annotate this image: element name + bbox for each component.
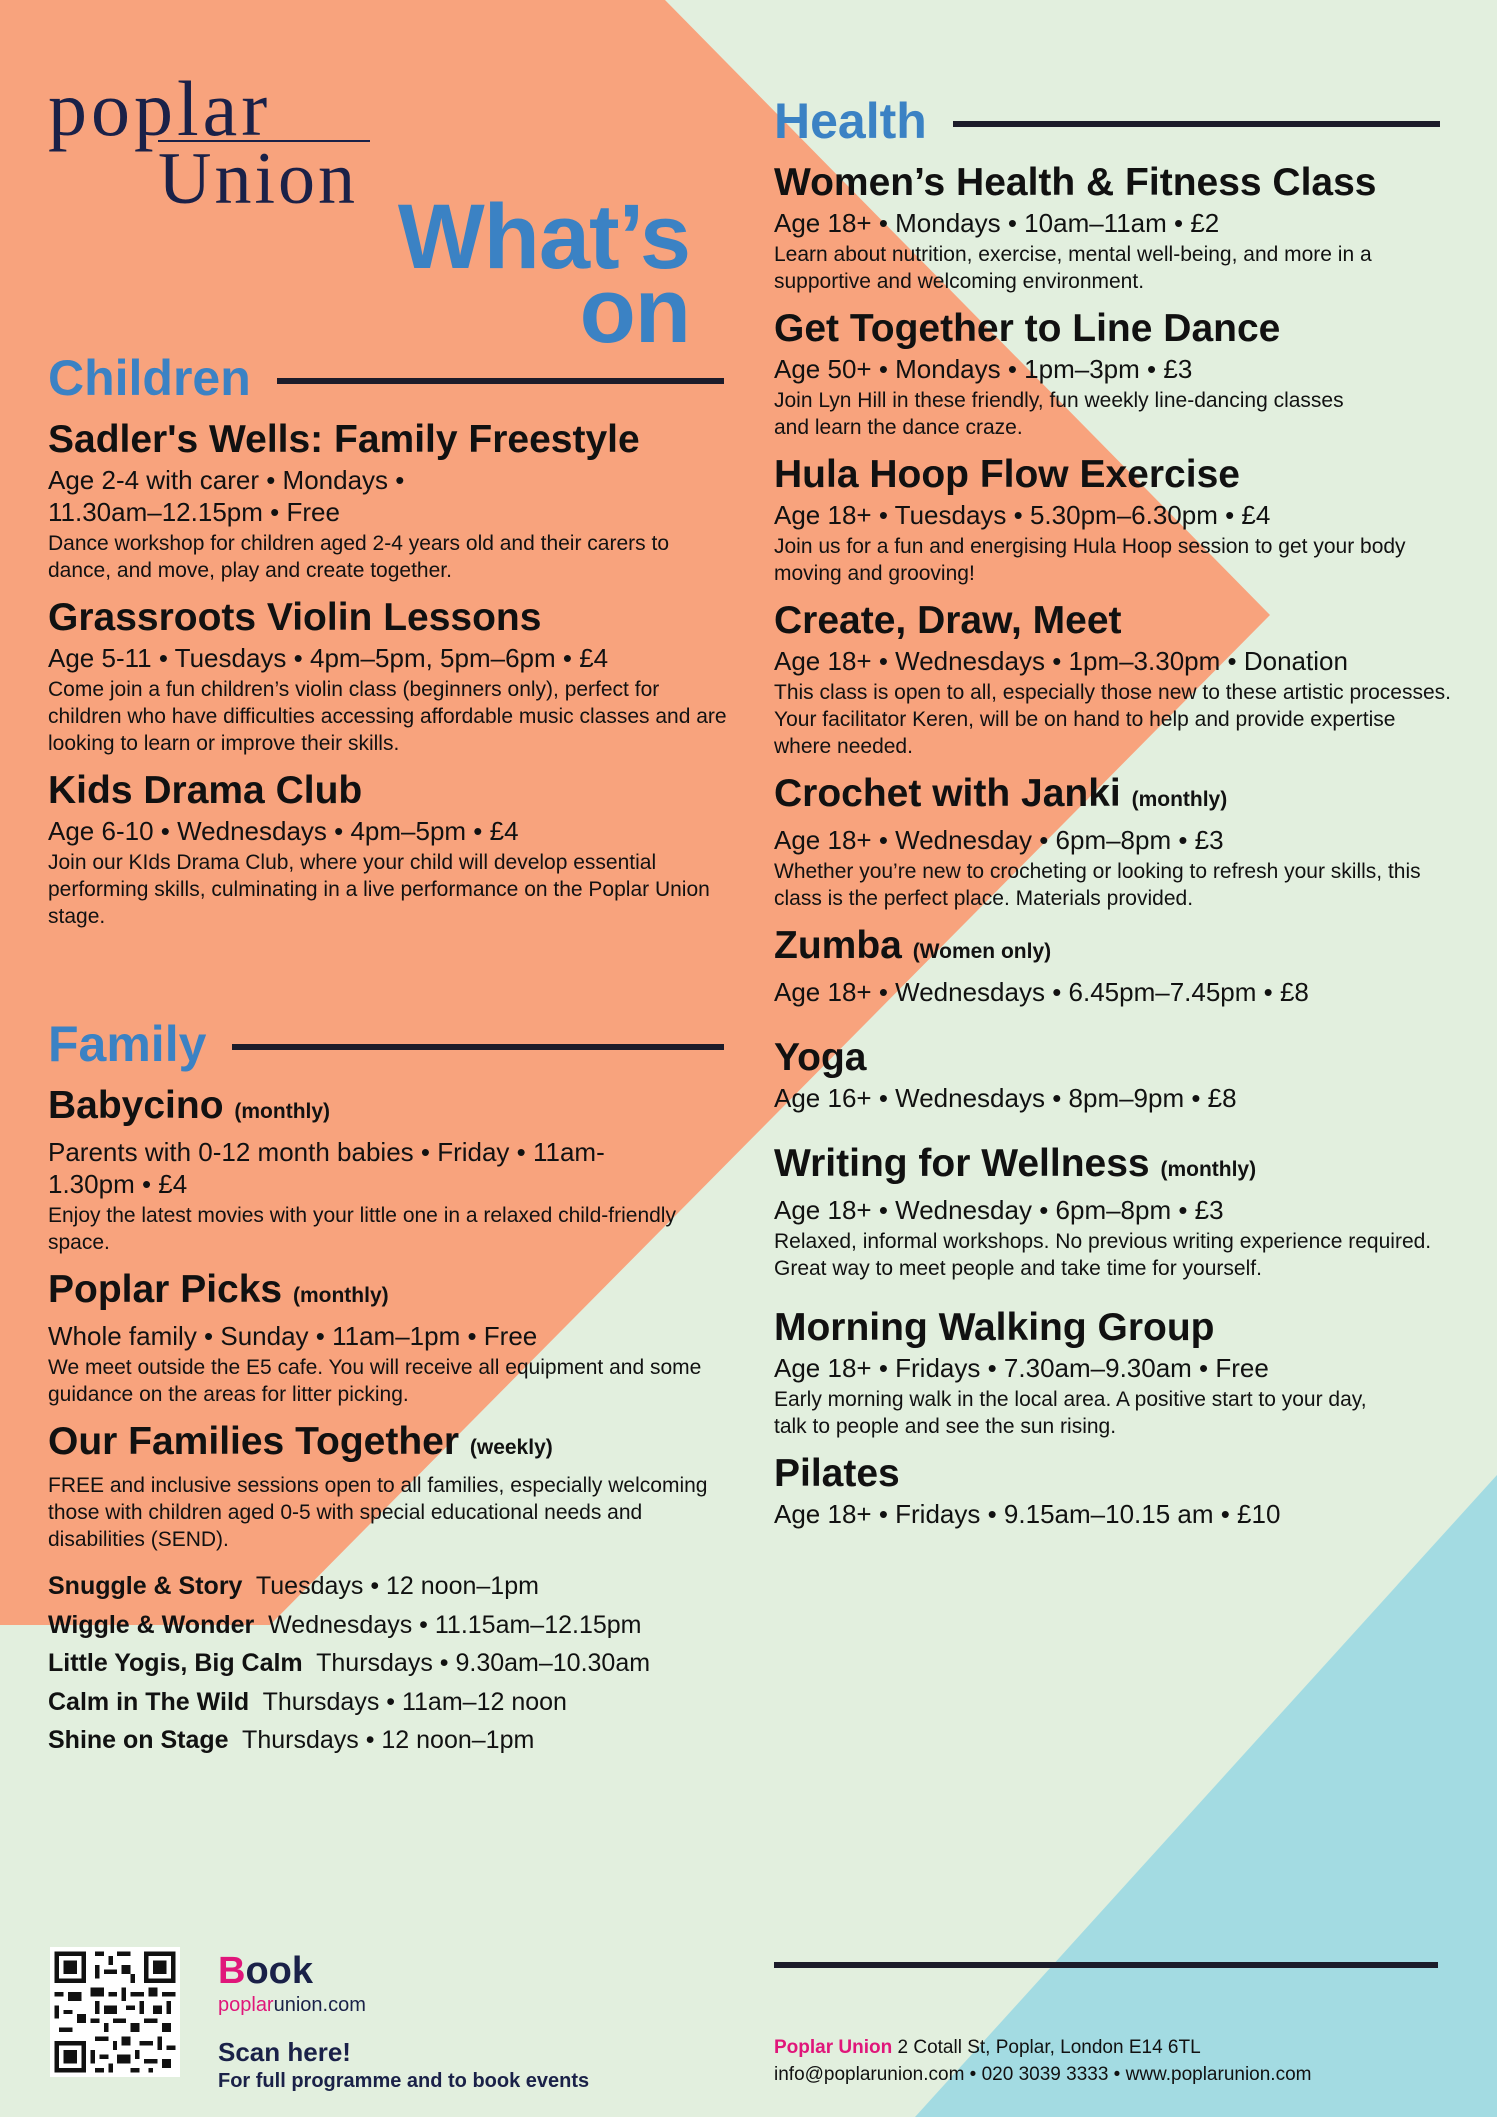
schedule-row: Snuggle & Story Tuesdays • 12 noon–1pm: [48, 1572, 539, 1600]
event-title: Grassroots Violin Lessons: [48, 596, 542, 639]
event-hula-hoop: [774, 453, 1464, 587]
event-meta: Age 5-11 • Tuesdays • 4pm–5pm, 5pm–6pm • £4: [48, 643, 609, 673]
event-desc: Dance workshop for children aged 2-4 years old and their carers to dance, and move, play and create together.: [48, 532, 669, 582]
event-babycino: [48, 1084, 724, 1256]
event-line-dance: [774, 307, 1464, 441]
health-heading-text: Health: [774, 93, 927, 149]
children-heading-text: Children: [48, 350, 251, 406]
book-url-link[interactable]: poplarunion.com: [218, 1994, 366, 2016]
event-title: Yoga: [774, 1036, 867, 1079]
whats-on-line2: on: [579, 260, 690, 362]
event-title: Hula Hoop Flow Exercise: [774, 453, 1240, 496]
event-desc: Enjoy the latest movies with your little one in a relaxed child-friendly space.: [48, 1204, 676, 1254]
footer-rule: [774, 1962, 1438, 1968]
event-poplar-picks: [48, 1268, 724, 1408]
event-title: Create, Draw, Meet: [774, 599, 1122, 642]
event-desc: Join our KIds Drama Club, where your child will develop essential performing skills, culminating in a live performance on the Poplar Union stage.: [48, 851, 710, 928]
event-title: Writing for Wellness (monthly): [774, 1142, 1257, 1185]
event-desc: We meet outside the E5 cafe. You will receive all equipment and some guidance on the areas for litter picking.: [48, 1356, 702, 1406]
event-title: Poplar Picks (monthly): [48, 1268, 389, 1311]
event-kids-drama: [48, 769, 724, 930]
footer-contact-line[interactable]: info@poplarunion.com • 020 3039 3333 • www.poplarunion.com: [774, 2064, 1312, 2085]
health-heading-rule: [953, 121, 1440, 127]
event-meta: Age 50+ • Mondays • 1pm–3pm • £3: [774, 354, 1193, 384]
scan-subtext: For full programme and to book events: [218, 2070, 590, 2092]
event-desc: Join us for a fun and energising Hula Hoop session to get your body moving and grooving!: [774, 535, 1406, 585]
event-title: Babycino (monthly): [48, 1084, 331, 1127]
event-yoga: [774, 1036, 1464, 1114]
event-title: Our Families Together (weekly): [48, 1420, 553, 1463]
event-grassroots-violin: [48, 596, 727, 757]
event-desc: Come join a fun children’s violin class (beginners only), perfect for children who have difficulties accessing affordable music classes and are looking to learn or improve their skills.: [48, 678, 727, 755]
family-section: [48, 1016, 724, 1760]
book-block: [218, 1950, 589, 2094]
family-heading: [48, 1016, 724, 1072]
family-heading-text: Family: [48, 1016, 207, 1072]
event-desc: This class is open to all, especially those new to these artistic processes. Your facilitator Keren, will be on hand to help and provide expertise where needed.: [774, 681, 1451, 758]
health-heading: [774, 93, 1440, 149]
event-frequency-note: (monthly): [234, 1100, 331, 1123]
book-heading: Book: [218, 1950, 314, 1992]
scan-here-label: Scan here!: [218, 2037, 351, 2067]
schedule-row: Shine on Stage Thursdays • 12 noon–1pm: [48, 1726, 535, 1754]
event-our-families-together: [48, 1420, 724, 1553]
footer-address-line: Poplar Union 2 Cotall St, Poplar, London E14 6TL: [774, 2037, 1201, 2058]
poplar-union-logo: [48, 55, 378, 215]
event-title: Zumba (Women only): [774, 924, 1052, 967]
event-title: Morning Walking Group: [774, 1306, 1215, 1349]
whats-on-line1: What’s: [397, 186, 690, 288]
event-meta: Age 18+ • Wednesdays • 1pm–3.30pm • Donation: [774, 646, 1348, 676]
event-meta: Age 18+ • Wednesdays • 6.45pm–7.45pm • £8: [774, 977, 1309, 1007]
event-meta: Age 18+ • Mondays • 10am–11am • £2: [774, 208, 1220, 238]
children-heading: [48, 350, 724, 406]
event-title: Get Together to Line Dance: [774, 307, 1281, 350]
event-meta: Whole family • Sunday • 11am–1pm • Free: [48, 1321, 538, 1351]
event-desc: Early morning walk in the local area. A positive start to your day, talk to people and see the sun rising.: [774, 1388, 1367, 1438]
event-meta: Age 16+ • Wednesdays • 8pm–9pm • £8: [774, 1083, 1237, 1113]
event-frequency-note: (weekly): [469, 1436, 553, 1459]
event-title: Sadler's Wells: Family Freestyle: [48, 418, 640, 461]
event-desc: Join Lyn Hill in these friendly, fun weekly line-dancing classes and learn the dance craze.: [774, 389, 1344, 439]
children-heading-rule: [277, 378, 724, 384]
event-meta: Age 18+ • Fridays • 9.15am–10.15 am • £10: [774, 1499, 1281, 1529]
event-meta: Age 18+ • Tuesdays • 5.30pm–6.30pm • £4: [774, 500, 1271, 530]
families-schedule: [48, 1567, 724, 1760]
event-title: Crochet with Janki (monthly): [774, 772, 1228, 815]
schedule-row: Calm in The Wild Thursdays • 11am–12 noon: [48, 1687, 567, 1716]
family-heading-rule: [232, 1044, 724, 1050]
qr-code[interactable]: [50, 1947, 180, 2077]
event-meta: Age 2-4 with carer • Mondays • 11.30am–12.15pm • Free: [48, 465, 405, 527]
event-meta: Age 18+ • Wednesday • 6pm–8pm • £3: [774, 825, 1224, 855]
event-desc: Whether you’re new to crocheting or looking to refresh your skills, this class is the perfect place. Materials provided.: [774, 860, 1421, 910]
event-desc: Learn about nutrition, exercise, mental well-being, and more in a supportive and welcoming environment.: [774, 243, 1372, 293]
logo-union-text: Union: [158, 138, 358, 215]
event-writing-wellness: [774, 1142, 1464, 1282]
event-frequency-note: (monthly): [1160, 1158, 1257, 1181]
event-frequency-note: (Women only): [912, 940, 1052, 963]
event-crochet: [774, 772, 1464, 912]
health-section: [774, 93, 1464, 1530]
event-frequency-note: (monthly): [292, 1284, 389, 1307]
event-zumba: [774, 924, 1464, 1008]
event-womens-health: [774, 161, 1464, 295]
event-desc: FREE and inclusive sessions open to all families, especially welcoming those with children aged 0-5 with special educational needs and disabilities (SEND).: [48, 1474, 708, 1551]
event-meta: Age 6-10 • Wednesdays • 4pm–5pm • £4: [48, 816, 519, 846]
event-sadlers-wells: [48, 418, 724, 584]
event-frequency-note: (monthly): [1131, 788, 1228, 811]
event-meta: Age 18+ • Fridays • 7.30am–9.30am • Free: [774, 1353, 1269, 1383]
event-title: Women’s Health & Fitness Class: [774, 161, 1377, 204]
schedule-row: Wiggle & Wonder Wednesdays • 11.15am–12.15pm: [48, 1610, 642, 1639]
event-meta: Parents with 0-12 month babies • Friday • 11am-1.30pm • £4: [48, 1137, 605, 1199]
children-section: [48, 350, 727, 930]
event-title: Pilates: [774, 1452, 900, 1495]
logo-poplar-text: poplar: [48, 65, 272, 152]
schedule-row: Little Yogis, Big Calm Thursdays • 9.30am–10.30am: [48, 1649, 651, 1677]
event-morning-walking: [774, 1306, 1464, 1440]
whats-on-title: [300, 186, 690, 362]
event-meta: Age 18+ • Wednesday • 6pm–8pm • £3: [774, 1195, 1224, 1225]
event-pilates: [774, 1452, 1464, 1530]
footer-contact: [774, 2034, 1311, 2088]
event-title: Kids Drama Club: [48, 769, 363, 812]
event-create-draw-meet: [774, 599, 1464, 760]
event-desc: Relaxed, informal workshops. No previous writing experience required. Great way to meet people and take time for yourself.: [774, 1230, 1432, 1280]
